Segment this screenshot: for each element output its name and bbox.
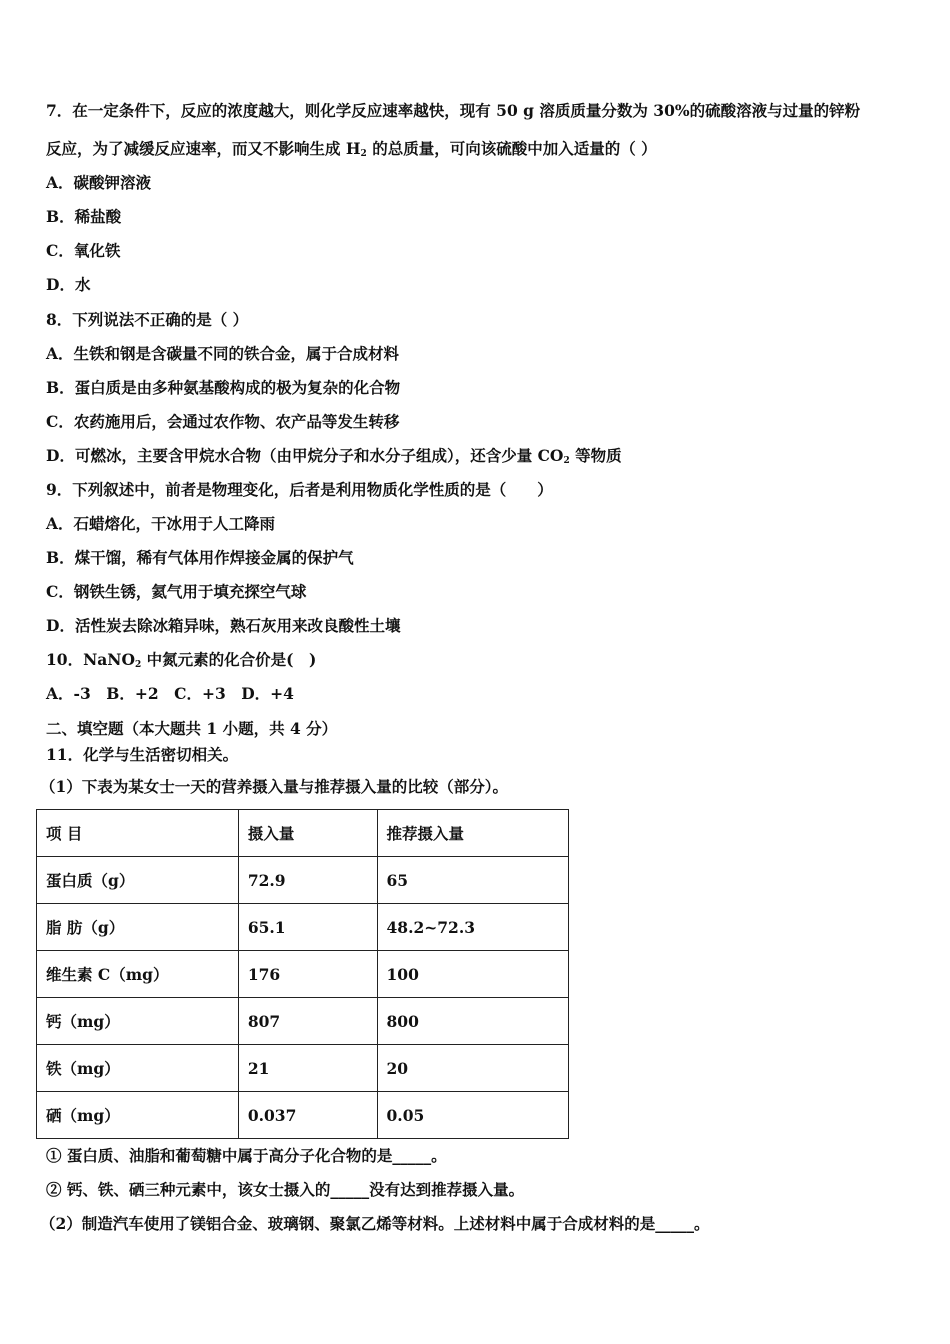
q7-option-b: B．稀盐酸	[46, 207, 122, 226]
q11-part1: （1）下表为某女士一天的营养摄入量与推荐摄入量的比较（部分）。	[40, 777, 509, 796]
q10-options: A．-3 B．+2 C．+3 D．+4	[46, 684, 294, 703]
q8-option-b: B．蛋白质是由多种氨基酸构成的极为复杂的化合物	[46, 378, 401, 397]
table-cell: 脂 肪（g）	[37, 904, 239, 951]
nutrition-table	[36, 809, 569, 1139]
table-cell: 100	[377, 951, 568, 998]
q11-part2: （2）制造汽车使用了镁铝合金、玻璃钢、聚氯乙烯等材料。上述材料中属于合成材料的是_____。	[40, 1214, 710, 1233]
q9-option-c: C．钢铁生锈，氦气用于填充探空气球	[46, 582, 307, 601]
table-header-row	[37, 810, 569, 857]
table-cell: 0.05	[377, 1092, 568, 1139]
table-header-cell: 推荐摄入量	[377, 810, 568, 857]
table-row	[37, 857, 569, 904]
table-row	[37, 998, 569, 1045]
table-cell: 钙（mg）	[37, 998, 239, 1045]
table-cell: 65	[377, 857, 568, 904]
q9-option-b: B．煤干馏，稀有气体用作焊接金属的保护气	[46, 548, 354, 567]
table-cell: 72.9	[238, 857, 377, 904]
table-cell: 20	[377, 1045, 568, 1092]
q8-option-c: C．农药施用后，会通过农作物、农产品等发生转移	[46, 412, 400, 431]
table-cell: 800	[377, 998, 568, 1045]
table-header-cell: 摄入量	[238, 810, 377, 857]
answer-blank[interactable]: _____	[330, 1180, 370, 1199]
answer-blank[interactable]: _____	[392, 1146, 432, 1165]
q9-option-a: A．石蜡熔化，干冰用于人工降雨	[46, 514, 276, 533]
q7-option-d: D．水	[46, 275, 91, 294]
table-cell: 蛋白质（g）	[37, 857, 239, 904]
q9-stem: 9．下列叙述中，前者是物理变化，后者是利用物质化学性质的是（ ）	[46, 480, 553, 499]
section-2-title: 二、填空题（本大题共 1 小题，共 4 分）	[46, 719, 338, 738]
q9-option-d: D．活性炭去除冰箱异味，熟石灰用来改良酸性土壤	[46, 616, 401, 635]
q7-stem-line1: 7．在一定条件下，反应的浓度越大，则化学反应速率越快，现有 50 g 溶质质量分数为 30%的硫酸溶液与过量的锌粉	[46, 101, 861, 120]
q8-stem: 8．下列说法不正确的是（ ）	[46, 310, 249, 329]
table-cell: 硒（mg）	[37, 1092, 239, 1139]
table-row	[37, 904, 569, 951]
table-cell: 维生素 C（mg）	[37, 951, 239, 998]
q11-sub1: ① 蛋白质、油脂和葡萄糖中属于高分子化合物的是_____。	[46, 1146, 447, 1165]
table-cell: 21	[238, 1045, 377, 1092]
q8-option-d: D．可燃冰，主要含甲烷水合物（由甲烷分子和水分子组成），还含少量 $CO_2$ 等物质	[46, 446, 622, 466]
q7-option-c: C．氧化铁	[46, 241, 121, 260]
table-cell: 48.2~72.3	[377, 904, 568, 951]
table-row	[37, 1092, 569, 1139]
table-row	[37, 1045, 569, 1092]
table-header-cell: 项 目	[37, 810, 239, 857]
q7-stem-line2: 反应，为了减缓反应速率，而又不影响生成 $H_2$ 的总质量，可向该硫酸中加入适量的（ ）	[46, 139, 657, 159]
table-cell: 807	[238, 998, 377, 1045]
table-cell: 176	[238, 951, 377, 998]
q11-stem: 11．化学与生活密切相关。	[46, 745, 239, 764]
answer-blank[interactable]: _____	[655, 1214, 695, 1233]
q7-option-a: A．碳酸钾溶液	[46, 173, 152, 192]
table-cell: 65.1	[238, 904, 377, 951]
q11-sub2: ② 钙、铁、硒三种元素中，该女士摄入的_____没有达到推荐摄入量。	[46, 1180, 525, 1199]
q8-option-a: A．生铁和钢是含碳量不同的铁合金，属于合成材料	[46, 344, 400, 363]
q10-stem: 10．NaNO$_2$ 中氮元素的化合价是( )	[46, 650, 317, 670]
table-cell: 铁（mg）	[37, 1045, 239, 1092]
table-row	[37, 951, 569, 998]
table-cell: 0.037	[238, 1092, 377, 1139]
